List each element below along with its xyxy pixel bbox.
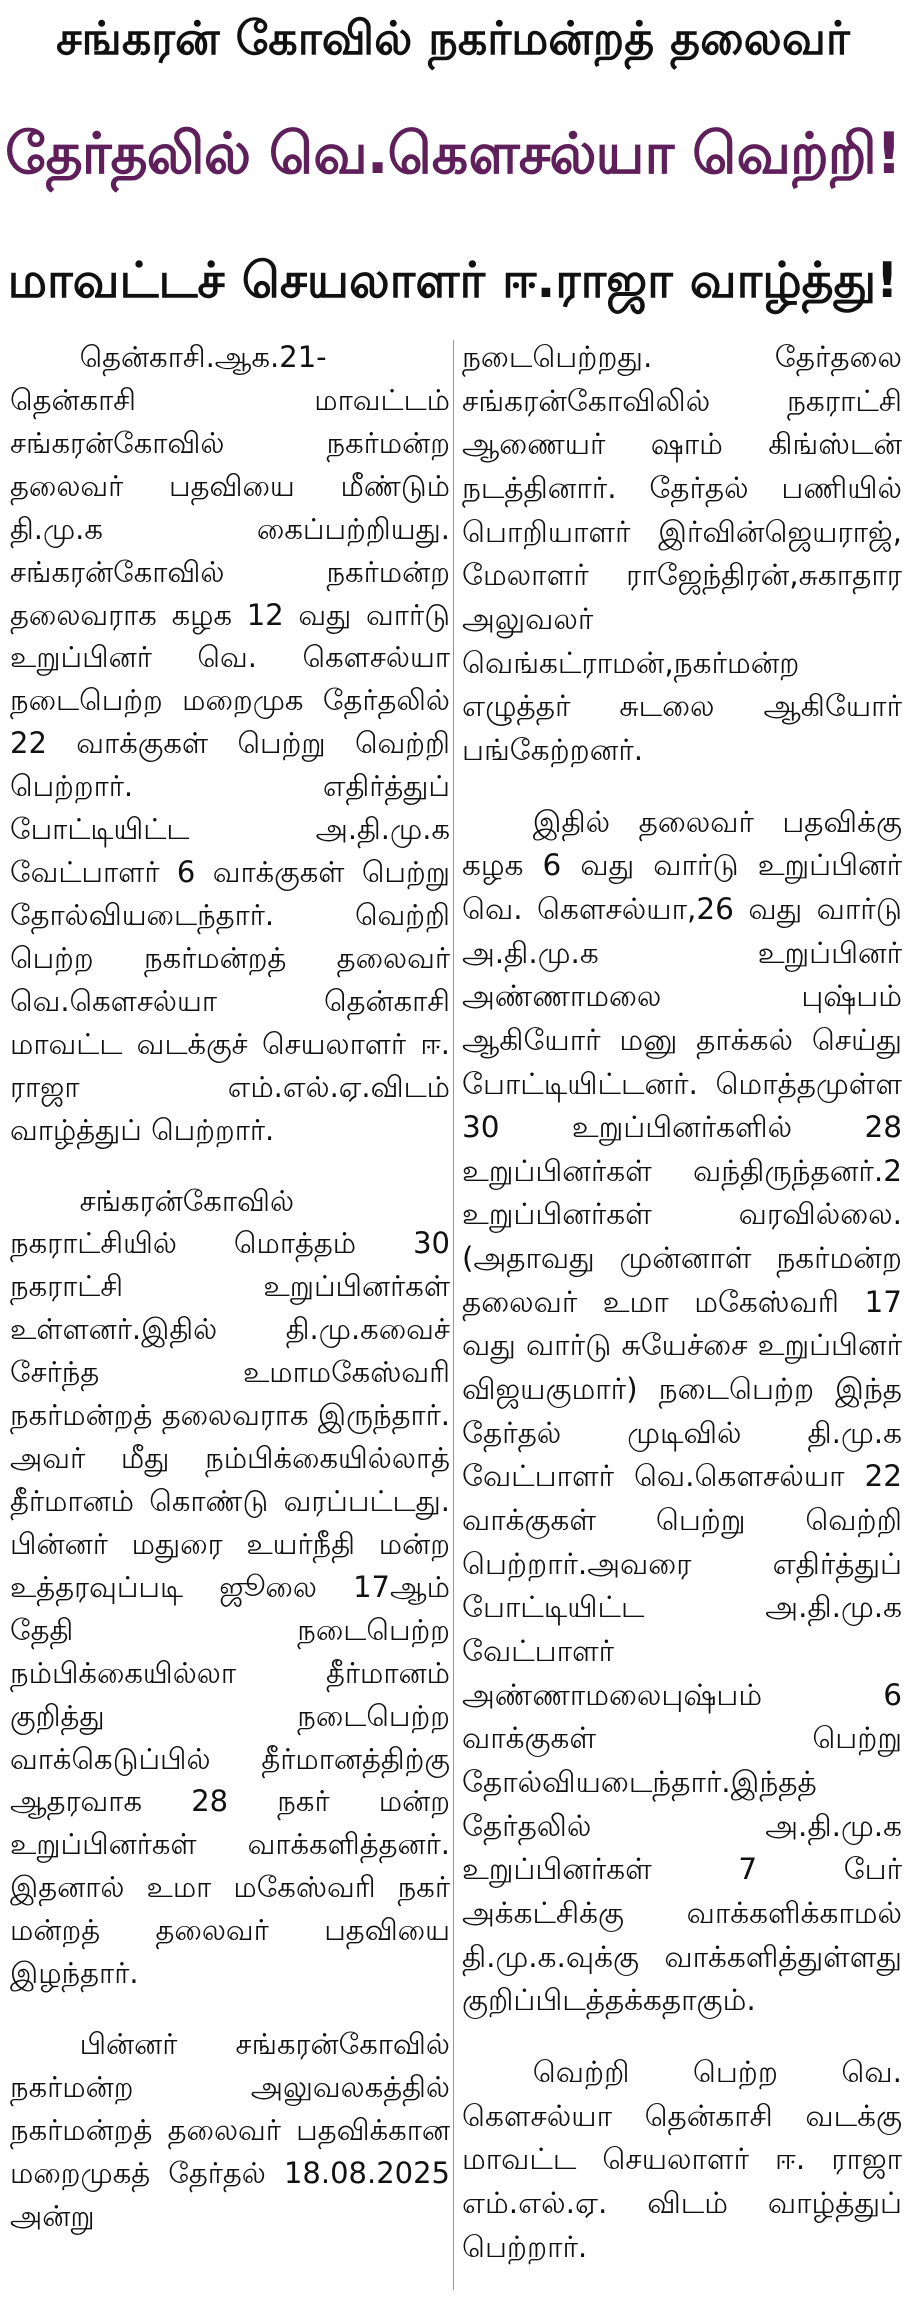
kicker-headline: சங்கரன் கோவில் நகர்மன்றத் தலைவர் <box>56 10 850 65</box>
left-paragraph-3: பின்னர் சங்கரன்கோவில் நகர்மன்ற அலுவலகத்தில் நகர்மன்றத் தலைவர் பதவிக்கான மறைமுகத் தேர்தல் 18.08.2025 அன்று <box>10 2027 450 2233</box>
right-paragraph-3: வெற்றி பெற்ற வெ. கௌசல்யா தென்காசி வடக்கு மாவட்ட செயலாளர் ஈ. ராஜா எம்.எல்.ஏ. விடம் வாழ்த்துப் பெற்றார். <box>462 2054 902 2264</box>
right-column <box>462 336 902 2298</box>
right-paragraph-2: இதில் தலைவர் பதவிக்கு கழக 6 வது வார்டு உறுப்பினர் வெ. கௌசல்யா,26 வது வார்டு அ.தி.மு.க உறுப்பினர் அண்ணாமலை புஷ்பம் ஆகியோர் மனு தாக்கல் செய்து போட்டியிட்டனர். மொத்தமுள்ள 30 உறுப்பினர்களில் 28 உறுப்பினர்கள் வந்திருந்தனர்.2 உறுப்பினர்கள் வரவில்லை. (அதாவது முன்னாள் நகர்மன்ற தலைவர் உமா மகேஸ்வரி 17 வது வார்டு சுயேச்சை உறுப்பினர் விஜயகுமார்) நடைபெற்ற இந்த தேர்தல் முடிவில் தி.மு.க வேட்பாளர் வெ.கௌசல்யா 22 வாக்குகள் பெற்று வெற்றி பெற்றார்.அவரை எதிர்த்துப் போட்டியிட்ட அ.தி.மு.க வேட்பாளர் அண்ணாமலைபுஷ்பம் 6 வாக்குகள் பெற்று தோல்வியடைந்தார்.இந்தத் தேர்தலில் அ.தி.மு.க உறுப்பினர்கள் 7 பேர் அக்கட்சிக்கு வாக்களிக்காமல் தி.மு.க.வுக்கு வாக்களித்துள்ளது குறிப்பிடத்தக்கதாகும். <box>462 804 902 2018</box>
left-paragraph-1: தென்காசி.ஆக.21- தென்காசி மாவட்டம் சங்கரன்கோவில் நகர்மன்ற தலைவர் பதவியை மீண்டும் தி.மு.க கைப்பற்றியது. சங்கரன்கோவில் நகர்மன்ற தலைவராக கழக 12 வது வார்டு உறுப்பினர் வெ. கௌசல்யா நடைபெற்ற மறைமுக தேர்தலில் 22 வாக்குகள் பெற்று வெற்றி பெற்றார். எதிர்த்துப் போட்டியிட்ட அ.தி.மு.க வேட்பாளர் 6 வாக்குகள் பெற்று தோல்வியடைந்தார். வெற்றி பெற்ற நகர்மன்றத் தலைவர் வெ.கௌசல்யா தென்காசி மாவட்ட வடக்குச் செயலாளர் ஈ. ராஜா எம்.எல்.ஏ.விடம் வாழ்த்துப் பெற்றார். <box>10 340 450 1147</box>
right-paragraph-1: நடைபெற்றது. தேர்தலை சங்கரன்கோவிலில் நகராட்சி ஆணையர் ஷாம் கிங்ஸ்டன் நடத்தினார். தேர்தல் பணியில் பொறியாளர் இர்வின்ஜெயராஜ், மேலாளர் ராஜேந்திரன்,சுகாதார அலுவலர் வெங்கட்ராமன்,நகர்மன்ற எழுத்தர் சுடலை ஆகியோர் பங்கேற்றனர். <box>462 340 902 767</box>
sub-headline: மாவட்டச் செயலாளர் ஈ.ராஜா வாழ்த்து! <box>7 252 899 309</box>
left-column <box>10 336 450 2298</box>
left-paragraph-2: சங்கரன்கோவில் நகராட்சியில் மொத்தம் 30 நகராட்சி உறுப்பினர்கள் உள்ளனர்.இதில் தி.மு.கவைச் சேர்ந்த உமாமகேஸ்வரி நகர்மன்றத் தலைவராக இருந்தார். அவர் மீது நம்பிக்கையில்லாத் தீர்மானம் கொண்டு வரப்பட்டது. பின்னர் மதுரை உயர்நீதி மன்ற உத்தரவுப்படி ஜூலை 17ஆம் தேதி நடைபெற்ற நம்பிக்கையில்லா தீர்மானம் குறித்து நடைபெற்ற வாக்கெடுப்பில் தீர்மானத்திற்கு ஆதரவாக 28 நகர் மன்ற உறுப்பினர்கள் வாக்களித்தனர். இதனால் உமா மகேஸ்வரி நகர் மன்றத் தலைவர் பதவியை இழந்தார். <box>10 1183 450 1991</box>
main-headline: தேர்தலில் வெ.கௌசல்யா வெற்றி! <box>5 121 901 187</box>
column-divider <box>453 340 454 2290</box>
